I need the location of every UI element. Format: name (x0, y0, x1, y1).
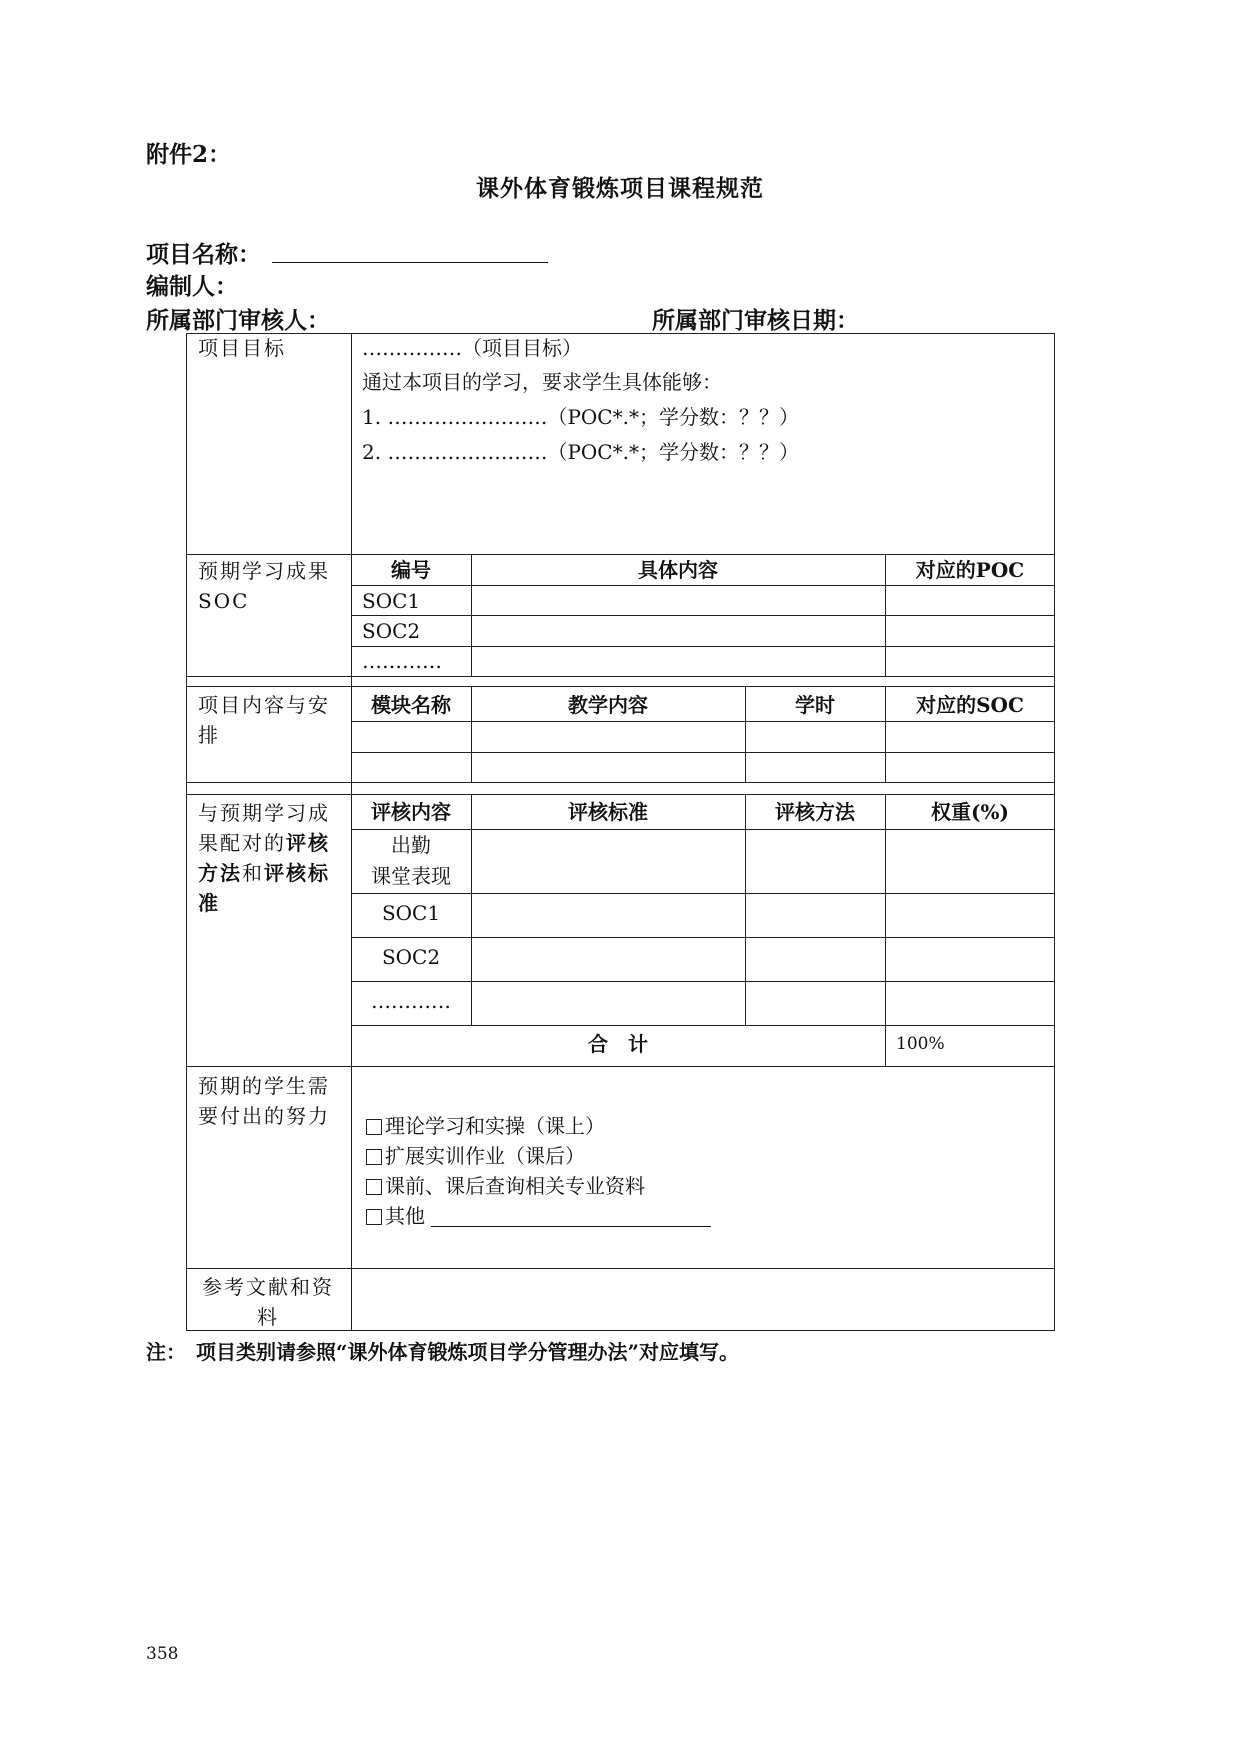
objective-line-3: 1. ……………………（POC*.*；学分数：？？） (362, 405, 799, 429)
objective-line-1: ……………（项目目标） (362, 336, 582, 360)
checkbox-icon[interactable] (366, 1149, 382, 1165)
soc-row-3: ………… (362, 649, 442, 673)
project-name-field[interactable] (272, 262, 548, 263)
references-label: 参考文献和资料 (202, 1275, 334, 1329)
dept-review-date-label: 所属部门审核日期： (652, 307, 859, 334)
soc-row-2: SOC2 (362, 619, 421, 643)
objective-line-2: 通过本项目的学习，要求学生具体能够： (362, 370, 722, 394)
effort-other-field[interactable] (431, 1226, 711, 1227)
effort-option-3[interactable]: 课前、课后查询相关专业资料 (366, 1171, 645, 1201)
dept-reviewer-label: 所属部门审核人： (146, 307, 330, 334)
soc-header-content: 具体内容 (638, 558, 718, 582)
content-header-soc: 对应的SOC (916, 693, 1024, 717)
objectives-label: 项目目标 (198, 336, 286, 360)
effort-label: 预期的学生需要付出的努力 (198, 1074, 330, 1128)
content-header-module: 模块名称 (371, 693, 451, 717)
assess-header-content: 评核内容 (371, 800, 451, 824)
checkbox-icon[interactable] (366, 1209, 382, 1225)
checkbox-icon[interactable] (366, 1179, 382, 1195)
page-number: 358 (146, 1644, 179, 1664)
content-header-hours: 学时 (795, 693, 835, 717)
page-title: 课外体育锻炼项目课程规范 (476, 175, 764, 202)
attachment-label: 附件2： (146, 141, 232, 168)
assess-total-label: 合 计 (588, 1032, 648, 1056)
project-name-label: 项目名称： (146, 241, 261, 268)
assess-header-weight: 权重(%) (931, 800, 1009, 824)
objective-line-4: 2. ……………………（POC*.*；学分数：？？） (362, 440, 799, 464)
assess-header-standard: 评核标准 (568, 800, 648, 824)
soc-header-id: 编号 (391, 558, 431, 582)
content-header-teaching: 教学内容 (568, 693, 648, 717)
soc-header-poc: 对应的POC (915, 558, 1025, 582)
editor-label: 编制人： (146, 273, 238, 300)
content-label: 项目内容与安排 (198, 693, 330, 747)
soc-row-1: SOC1 (362, 589, 421, 613)
effort-option-2[interactable]: 扩展实训作业（课后） (366, 1141, 585, 1171)
effort-option-1[interactable]: 理论学习和实操（课上） (366, 1111, 605, 1141)
assess-row-soc2: SOC2 (381, 945, 441, 969)
footnote: 注： 项目类别请参照“课外体育锻炼项目学分管理办法”对应填写。 (146, 1340, 740, 1364)
assess-row-soc1: SOC1 (381, 901, 441, 925)
assessment-label: 与预期学习成果配对的评核方法和评核标准 (198, 801, 330, 915)
checkbox-icon[interactable] (366, 1119, 382, 1135)
effort-option-4[interactable]: 其他 (366, 1201, 425, 1231)
assess-header-method: 评核方法 (775, 800, 855, 824)
assess-row-attendance: 出勤 课堂表现 (371, 833, 451, 888)
assess-row-etc: ………… (371, 989, 451, 1013)
soc-label: 预期学习成果SOC (198, 559, 330, 613)
assess-total-value: 100% (896, 1034, 945, 1054)
